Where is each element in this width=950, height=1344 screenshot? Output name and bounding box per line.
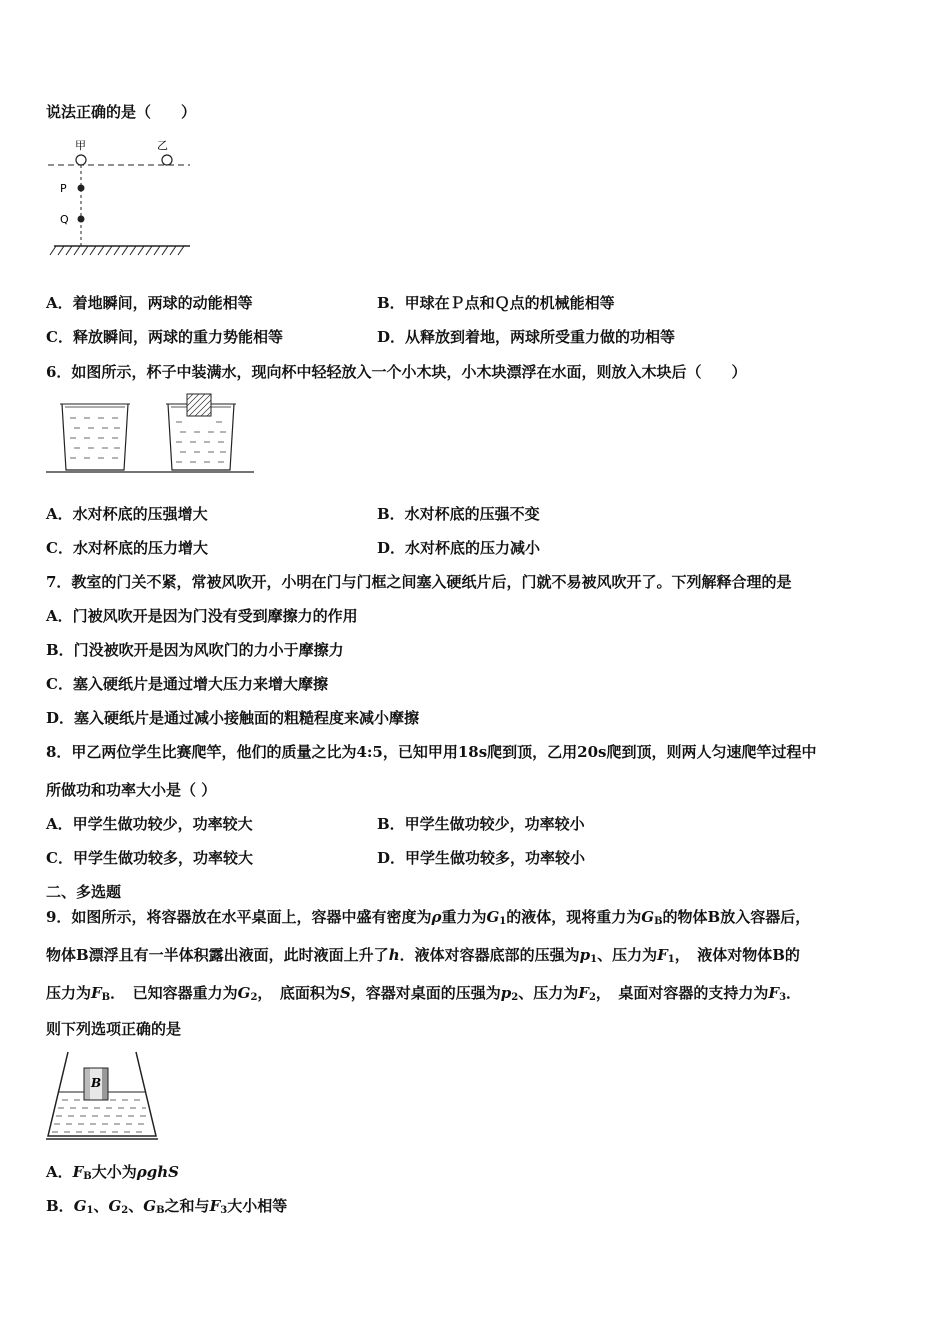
- q9-text: 大小相等: [227, 1197, 288, 1215]
- q9-symbol: G: [108, 1197, 122, 1215]
- q9-text: ．: [786, 984, 802, 1002]
- q9-text: ．液体对容器底部的压强为: [399, 946, 580, 964]
- q7-option-c: C．塞入硬纸片是通过增大压力来增大摩擦: [46, 675, 328, 693]
- q9-figure: [44, 1050, 160, 1142]
- object-b-label: B: [91, 1076, 102, 1090]
- q9-text: ． 已知容器重力为: [110, 984, 238, 1002]
- q9-text: 压力为: [46, 984, 92, 1002]
- q9-text: 的物体B放入容器后，: [662, 908, 811, 926]
- q9-stem-line2: [46, 945, 800, 970]
- q9-text: 大小为: [91, 1163, 137, 1181]
- q9-subscript: 3: [779, 992, 787, 1003]
- q6-option-b: B．水对杯底的压强不变: [377, 505, 540, 523]
- q9-symbol: G: [143, 1197, 157, 1215]
- q9-text: ， 底面积为: [257, 984, 340, 1002]
- q9-symbol: p: [579, 946, 591, 964]
- q9-text: 、压力为: [597, 946, 658, 964]
- q9-subscript: 1: [499, 916, 507, 927]
- q9-stem-line4: 则下列选项正确的是: [46, 1020, 182, 1038]
- q9-text: ， 液体对物体B的: [674, 946, 800, 964]
- q9-subscript: 1: [667, 954, 675, 965]
- q9-subscript: 2: [588, 992, 596, 1003]
- section-heading: 二、多选题: [46, 883, 122, 901]
- q9-subscript: B: [101, 992, 111, 1003]
- q9-symbol: G: [73, 1197, 87, 1215]
- q8-stem-line2: 所做功和功率大小是（ ）: [46, 781, 217, 799]
- q9-option-a: [46, 1162, 179, 1187]
- q7-option-d: D．塞入硬纸片是通过减小接触面的粗糙程度来减小摩擦: [46, 709, 420, 727]
- q9-symbol: ρ: [431, 908, 442, 926]
- q9-symbol: F: [209, 1197, 221, 1215]
- q9-symbol: p: [500, 984, 512, 1002]
- q9-text: 、: [128, 1197, 144, 1215]
- q5-option-d: D．从释放到着地，两球所受重力做的功相等: [377, 328, 676, 346]
- q9-subscript: 2: [121, 1205, 129, 1216]
- q9-subscript: 2: [250, 992, 258, 1003]
- q9-text: ， 桌面对容器的支持力为: [595, 984, 769, 1002]
- q6-stem: 6．如图所示，杯子中装满水，现向杯中轻轻放入一个小木块，小木块漂浮在水面，则放入木块后（ ）: [46, 363, 747, 381]
- q9-text: 、压力为: [518, 984, 579, 1002]
- q9-symbol: F: [91, 984, 102, 1002]
- q9-subscript: 3: [220, 1205, 228, 1216]
- q9-symbol: G: [641, 908, 655, 926]
- q9-subscript: 2: [511, 992, 519, 1003]
- question-5-stem-tail: 说法正确的是（ ）: [46, 103, 197, 121]
- q9-symbol: G: [237, 984, 251, 1002]
- q9-text: 之和与: [164, 1197, 210, 1215]
- q9-symbol: h: [388, 946, 400, 964]
- q9-option-b: [46, 1196, 287, 1221]
- q5-option-a: A．着地瞬间，两球的动能相等: [46, 294, 253, 312]
- q9-text: B．: [46, 1197, 74, 1215]
- q7-stem: 7．教室的门关不紧，常被风吹开，小明在门与门框之间塞入硬纸片后，门就不易被风吹开了。下列解释合理的是: [46, 573, 792, 591]
- q9-subscript: B: [654, 916, 663, 927]
- q9-stem-line3: [46, 983, 801, 1008]
- q9-text: 的液体，现将重力为: [506, 908, 642, 926]
- q6-option-c: C．水对杯底的压力增大: [46, 539, 208, 557]
- q9-subscript: 1: [86, 1205, 94, 1216]
- q8-option-d: D．甲学生做功较多，功率较小: [377, 849, 586, 867]
- q9-text: ，容器对桌面的压强为: [350, 984, 501, 1002]
- label-yi: 乙: [157, 139, 168, 152]
- q5-option-c: C．释放瞬间，两球的重力势能相等: [46, 328, 283, 346]
- q9-symbol: F: [578, 984, 589, 1002]
- q9-subscript: B: [156, 1205, 165, 1216]
- q9-text: 重力为: [441, 908, 487, 926]
- q9-text: A．: [46, 1163, 73, 1181]
- q5-option-b: B．甲球在Ｐ点和Ｑ点的机械能相等: [377, 294, 615, 312]
- q7-option-a: A．门被风吹开是因为门没有受到摩擦力的作用: [46, 607, 358, 625]
- q9-subscript: B: [83, 1171, 92, 1182]
- q7-option-b: B．门没被吹开是因为风吹门的力小于摩擦力: [46, 641, 344, 659]
- q6-figure: [44, 392, 258, 476]
- q9-stem-line1: [46, 907, 810, 932]
- q6-option-d: D．水对杯底的压力减小: [377, 539, 541, 557]
- label-p: P: [60, 182, 67, 195]
- q9-text: 、: [93, 1197, 109, 1215]
- q9-symbol: S: [339, 984, 351, 1002]
- q9-text: 物体B漂浮且有一半体积露出液面，此时液面上升了: [46, 946, 389, 964]
- q8-option-b: B．甲学生做功较少，功率较小: [377, 815, 585, 833]
- q9-symbol: F: [768, 984, 780, 1002]
- q5-figure: [44, 134, 194, 264]
- q8-option-a: A．甲学生做功较少，功率较大: [46, 815, 253, 833]
- q6-option-a: A．水对杯底的压强增大: [46, 505, 208, 523]
- q9-symbol: G: [486, 908, 500, 926]
- label-jia: 甲: [75, 139, 86, 152]
- label-q: Q: [60, 213, 69, 226]
- q9-symbol: ρghS: [136, 1163, 179, 1181]
- q9-text: 9．如图所示，将容器放在水平桌面上，容器中盛有密度为: [46, 908, 432, 926]
- q9-symbol: F: [657, 946, 668, 964]
- q8-option-c: C．甲学生做功较多，功率较大: [46, 849, 253, 867]
- q9-symbol: F: [72, 1163, 84, 1181]
- q9-subscript: 1: [590, 954, 598, 965]
- q8-stem-line1: 8．甲乙两位学生比赛爬竿，他们的质量之比为4:5，已知甲用18s爬到顶，乙用20s爬到顶，则两人匀速爬竿过程中: [46, 743, 817, 761]
